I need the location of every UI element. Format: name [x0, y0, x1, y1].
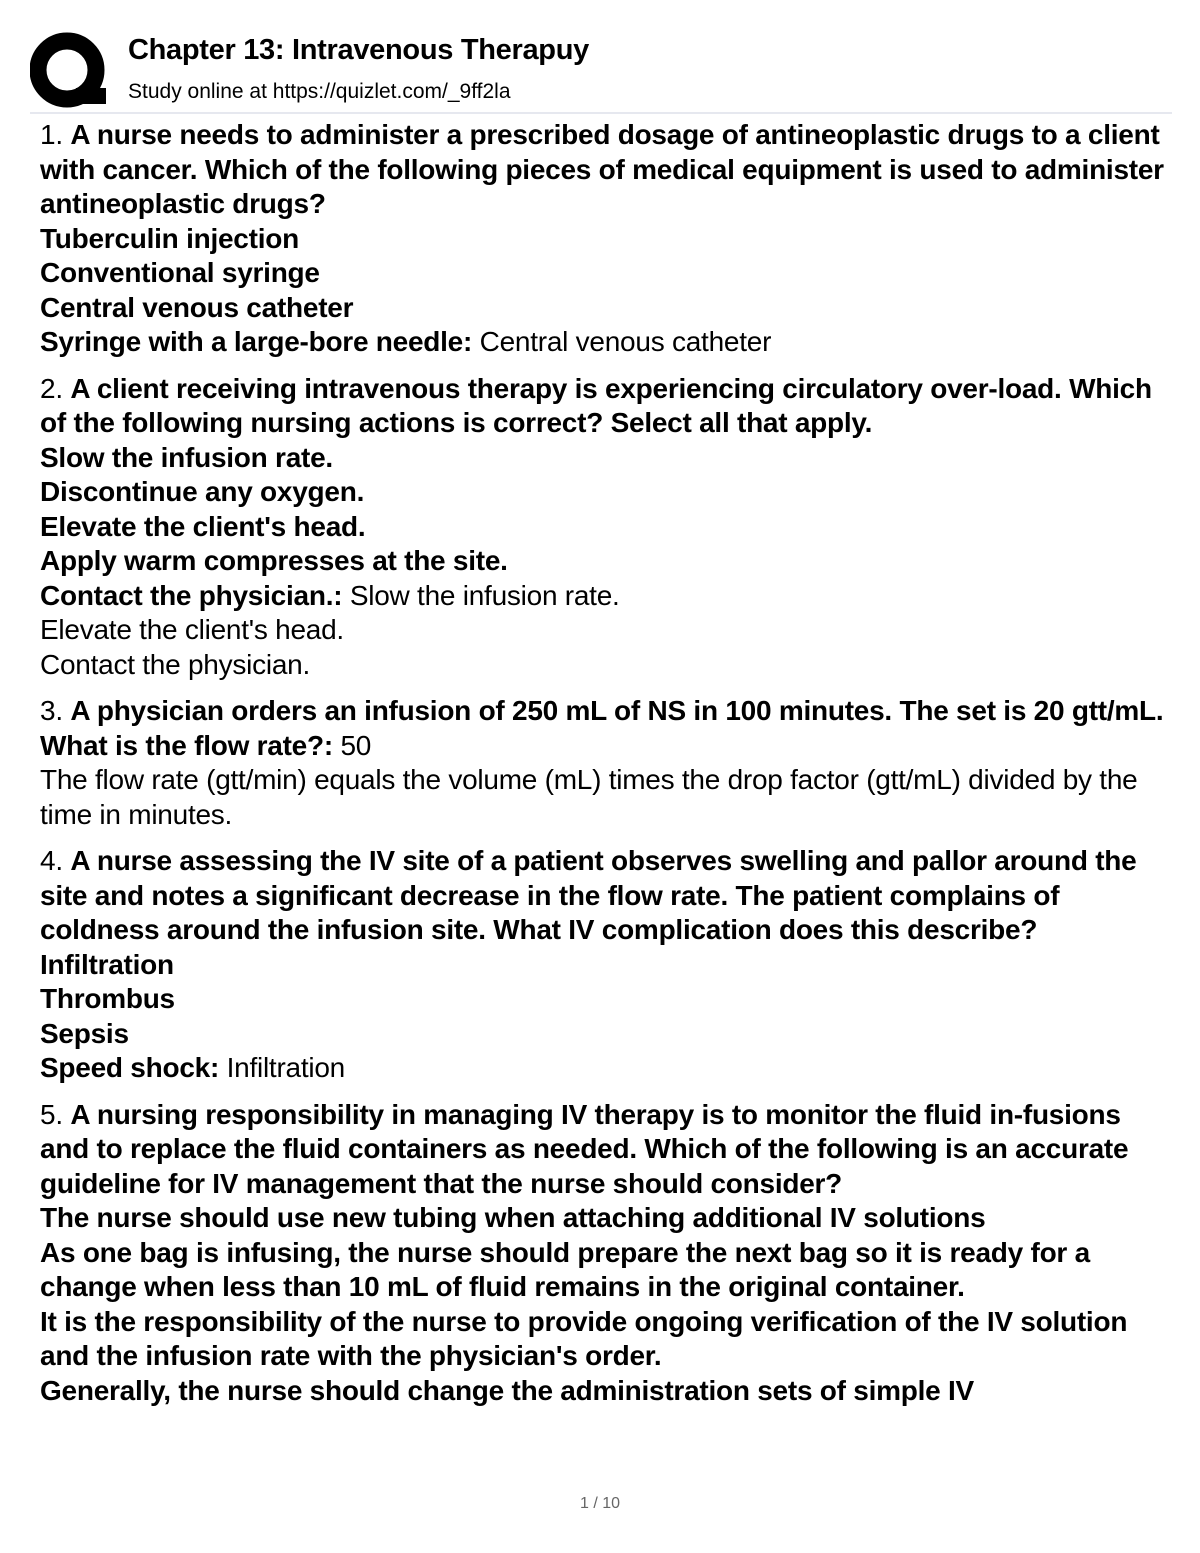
option: Syringe with a large-bore needle:: [40, 326, 473, 357]
option: Apply warm compresses at the site.: [40, 545, 508, 576]
page-header: [30, 28, 1172, 112]
card-answer-line: The flow rate (gtt/min) equals the volume (mL) times the drop factor (gtt/mL) divided by the time in minutes.: [40, 764, 1138, 830]
card-number: 1.: [40, 119, 63, 150]
option: Speed shock:: [40, 1052, 220, 1083]
card-answer: 50: [340, 729, 372, 761]
card-answer: Slow the infusion rate.: [349, 579, 620, 611]
card-question: A nurse assessing the IV site of a patient observes swelling and pallor around the site and notes a significant decrease in the flow rate. The patient complains of coldness around the infusion site. What IV complication does this describe?: [40, 845, 1137, 945]
option: Conventional syringe: [40, 257, 320, 288]
option: It is the responsibility of the nurse to provide ongoing verification of the IV solution and the infusion rate with the physician's order.: [40, 1305, 1128, 1371]
flashcard: [40, 694, 1165, 832]
flashcard: [40, 118, 1165, 360]
option: Infiltration: [40, 948, 174, 980]
option: Thrombus: [40, 983, 175, 1014]
page-number: 1 / 10: [579, 1495, 621, 1512]
option: As one bag is infusing, the nurse should prepare the next bag so it is ready for a change when less than 10 mL of fluid remains in the original container.: [40, 1236, 1090, 1302]
option: Tuberculin injection: [40, 222, 299, 254]
option: Sepsis: [40, 1017, 129, 1049]
flashcard: [40, 844, 1165, 1086]
card-question: A client receiving intravenous therapy is experiencing circulatory over-load. Which of the following nursing actions is correct? Select all that apply.: [40, 372, 1152, 438]
card-answer-line: Elevate the client's head.: [40, 614, 344, 645]
option: Contact the physician.:: [40, 579, 343, 611]
quizlet-q-logo-icon: [30, 32, 106, 108]
flashcard: [40, 372, 1165, 683]
card-number: 2.: [40, 372, 63, 404]
option: Generally, the nurse should change the administration sets of simple IV: [40, 1374, 974, 1406]
card-question: A nursing responsibility in managing IV therapy is to monitor the fluid in-fusions and to replace the fluid containers as needed. Which of the following is an accurate guideline for IV management that the nurse should consider?: [40, 1098, 1129, 1199]
flashcard-list: [40, 118, 1165, 1420]
header-divider: [30, 112, 1172, 114]
card-question: A nurse needs to administer a prescribed dosage of antineoplastic drugs to a client with cancer. Which of the following pieces of medical equipment is used to administer antineoplastic drugs?: [40, 119, 1164, 219]
card-answer: Infiltration: [226, 1052, 345, 1083]
option: Elevate the client's head.: [40, 510, 366, 542]
card-answer-line: Contact the physician.: [40, 648, 310, 680]
card-number: 4.: [40, 845, 63, 876]
option: The nurse should use new tubing when attaching additional IV solutions: [40, 1202, 986, 1233]
card-question: A physician orders an infusion of 250 mL of NS in 100 minutes. The set is 20 gtt/mL. What is the flow rate?:: [40, 695, 1164, 761]
card-number: 3.: [40, 695, 63, 726]
flashcard: [40, 1098, 1165, 1409]
card-number: 5.: [40, 1098, 63, 1130]
study-link: Study online at https://quizlet.com/_9ff2la: [128, 80, 511, 103]
page-title: Chapter 13: Intravenous Therapuy: [128, 34, 589, 66]
option: Discontinue any oxygen.: [40, 476, 365, 507]
card-answer: Central venous catheter: [479, 326, 772, 357]
option: Slow the infusion rate.: [40, 441, 333, 473]
option: Central venous catheter: [40, 291, 354, 323]
